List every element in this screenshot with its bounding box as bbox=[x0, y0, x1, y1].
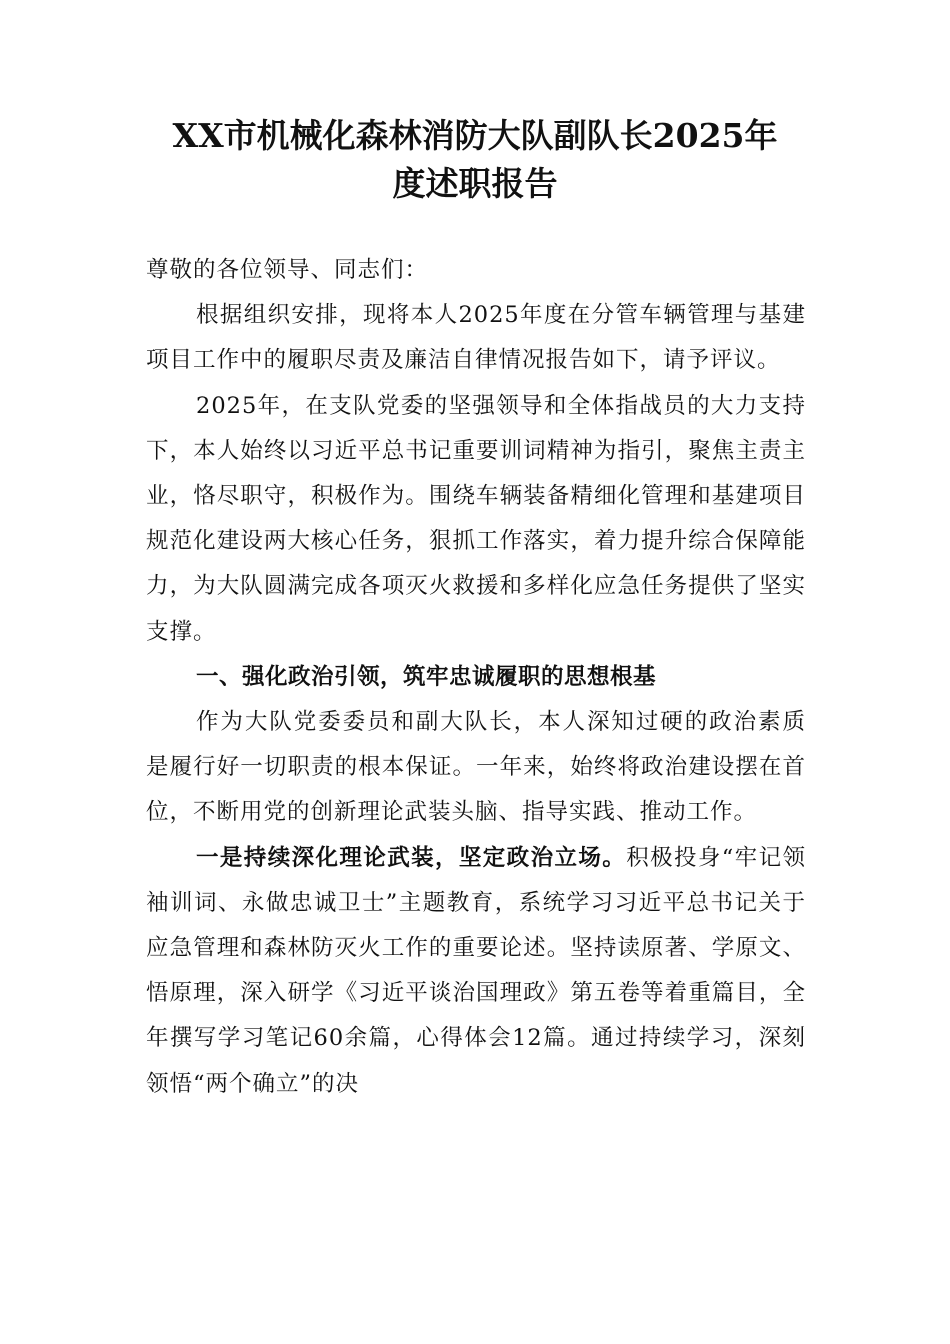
paragraph-overview: 2025年，在支队党委的坚强领导和全体指战员的大力支持下，本人始终以习近平总书记重要训词精神为指引，聚焦主责主业，恪尽职守，积极作为。围绕车辆装备精细化管理和基建项目规范化建设两大核心任务，狠抓工作落实，着力提升综合保障能力，为大队圆满完成各项灭火救援和多样化应急任务提供了坚实支撑。 bbox=[146, 392, 806, 645]
paragraph-theory-study bbox=[146, 836, 806, 1107]
document-body bbox=[146, 248, 806, 1107]
section-heading-1: 一、强化政治引领，筑牢忠诚履职的思想根基 bbox=[196, 663, 657, 690]
paragraph-intro: 根据组织安排，现将本人2025年度在分管车辆管理与基建项目工作中的履职尽责及廉洁自律情况报告如下，请予评议。 bbox=[146, 302, 806, 374]
paragraph-body-text: 积极投身“牢记领袖训词、永做忠诚卫士”主题教育，系统学习习近平总书记关于应急管理和森林防灭火工作的重要论述。坚持读原著、学原文、悟原理，深入研学《习近平谈治国理政》第五卷等着重篇目，全年撰写学习笔记60余篇，心得体会12篇。通过持续学习，深刻领悟“两个确立”的决 bbox=[146, 844, 806, 1097]
document-title bbox=[140, 112, 810, 208]
paragraph-political: 作为大队党委委员和副大队长，本人深知过硬的政治素质是履行好一切职责的根本保证。一年来，始终将政治建设摆在首位，不断用党的创新理论武装头脑、指导实践、推动工作。 bbox=[146, 709, 806, 826]
salutation: 尊敬的各位领导、同志们： bbox=[146, 257, 429, 283]
title-line-2: 度述职报告 bbox=[392, 164, 558, 203]
title-line-1: XX市机械化森林消防大队副队长2025年 bbox=[172, 116, 778, 155]
paragraph-lead-text: 一是持续深化理论武装，坚定政治立场。 bbox=[196, 844, 627, 871]
